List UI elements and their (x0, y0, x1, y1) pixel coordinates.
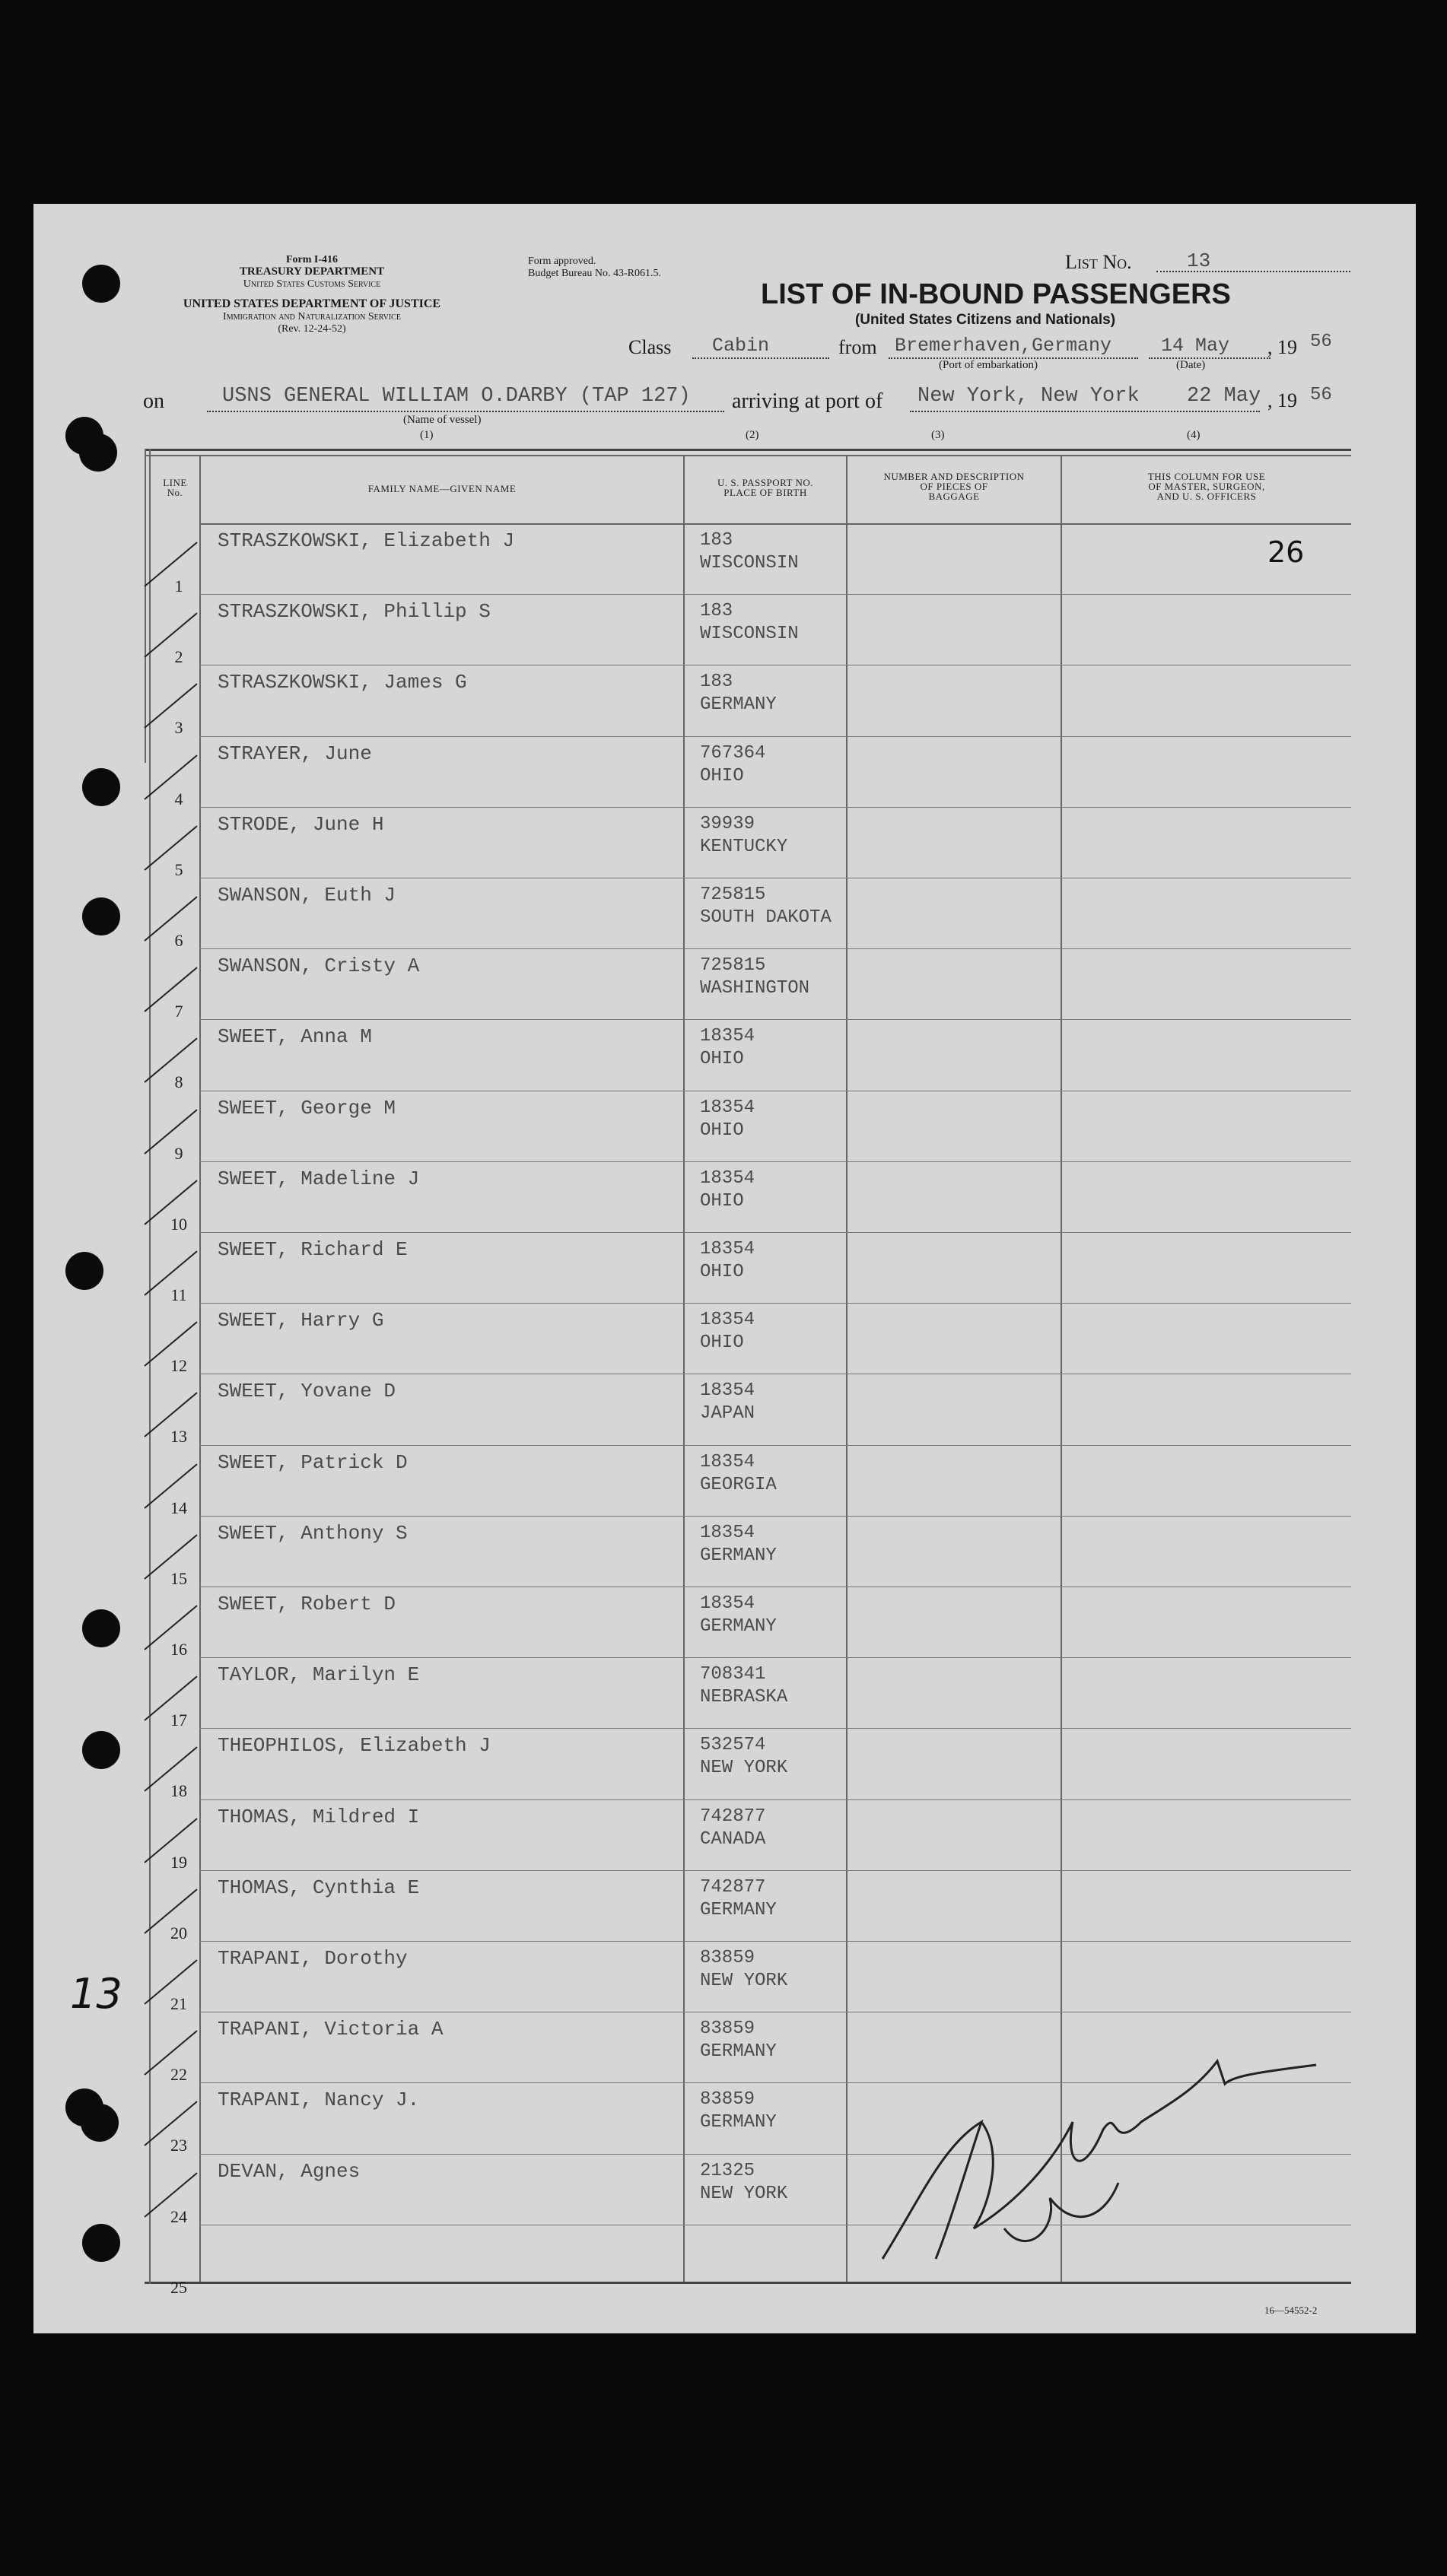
passport-number: 767364 (700, 742, 766, 764)
punch-hole (82, 897, 120, 935)
from-label: from (838, 336, 877, 358)
form-approved: Form approved. (528, 256, 596, 267)
line-number: 11 (170, 1285, 187, 1304)
list-no-label: List No. (1065, 251, 1132, 273)
agency-ins: Immigration and Naturalization Service (223, 311, 401, 322)
header-officers: THIS COLUMN FOR USE OF MASTER, SURGEON, AND U. S. OFFICERS (1147, 471, 1266, 502)
place-of-birth: NEW YORK (700, 2183, 788, 2204)
passenger-name: TRAPANI, Nancy J. (218, 2088, 420, 2112)
page-title: LIST OF IN-BOUND PASSENGERS (761, 278, 1231, 310)
punch-hole (82, 1609, 120, 1647)
form-print-code: 16—54552-2 (1264, 2304, 1318, 2316)
place-of-birth: WISCONSIN (700, 624, 799, 645)
passport-number: 532574 (700, 1735, 766, 1756)
passenger-name: SWEET, Harry G (218, 1309, 384, 1332)
column-number-1: (1) (420, 429, 434, 441)
passport-number: 18354 (700, 1451, 755, 1472)
line-number: 20 (170, 1923, 187, 1942)
passenger-name: THEOPHILOS, Elizabeth J (218, 1734, 491, 1758)
passport-number: 83859 (700, 1948, 755, 1968)
punch-hole (79, 434, 117, 472)
passport-number: 18354 (700, 1239, 755, 1259)
line-number: 3 (174, 718, 183, 738)
line-number: 22 (170, 2065, 187, 2085)
margin-mark: 13 (70, 1970, 122, 2018)
punch-hole (65, 1252, 103, 1290)
row-divider (199, 736, 1351, 737)
line-number: 18 (170, 1781, 187, 1801)
officer-count: 26 (1267, 535, 1305, 569)
header-line-no: LINE No. (163, 477, 187, 498)
arriving-label: arriving at port of (732, 389, 883, 413)
punch-hole (81, 2104, 119, 2142)
place-of-birth: GERMANY (700, 2041, 777, 2063)
row-divider (199, 1870, 1351, 1871)
punch-hole (82, 265, 120, 303)
passenger-name: SWEET, Robert D (218, 1593, 396, 1615)
place-of-birth: OHIO (700, 1120, 744, 1141)
passenger-name: STRAYER, June (218, 742, 372, 765)
passport-number: 725815 (700, 885, 766, 905)
passenger-name: SWEET, George M (218, 1096, 396, 1120)
passenger-name: SWANSON, Cristy A (218, 954, 420, 978)
vessel-name: USNS GENERAL WILLIAM O.DARBY (TAP 127) (222, 385, 691, 408)
line-number: 16 (170, 1640, 187, 1659)
place-of-birth: WISCONSIN (700, 553, 799, 573)
place-of-birth: GERMANY (700, 2112, 777, 2133)
departure-date: 14 May (1161, 335, 1230, 357)
port-embarkation-label: (Port of embarkation) (939, 359, 1038, 371)
line-number: 1 (174, 577, 183, 596)
row-divider (199, 948, 1351, 949)
line-number: 25 (170, 2277, 187, 2297)
row-divider (199, 594, 1351, 595)
passport-number: 183 (700, 672, 733, 693)
passport-number: 83859 (700, 2089, 755, 2111)
passenger-name: THOMAS, Cynthia E (218, 1876, 420, 1899)
passport-number: 18354 (700, 1593, 755, 1614)
passport-number: 183 (700, 530, 733, 551)
row-divider (199, 1232, 1351, 1233)
row-divider (199, 1303, 1351, 1304)
passport-number: 39939 (700, 813, 755, 834)
passport-number: 83859 (700, 2019, 755, 2040)
line-number: 15 (170, 1568, 187, 1588)
line-number: 17 (170, 1710, 187, 1730)
passenger-name: STRASZKOWSKI, Elizabeth J (218, 529, 515, 552)
place-of-birth: WASHINGTON (700, 978, 810, 999)
page-subtitle: (United States Citizens and Nationals) (854, 312, 1116, 328)
inspector-signature (875, 2031, 1331, 2282)
row-divider (199, 1941, 1351, 1942)
row-divider (199, 1161, 1351, 1162)
line-number: 4 (174, 789, 183, 808)
line-number: 21 (170, 1994, 187, 2013)
list-no-value: 13 (1187, 249, 1211, 272)
line-number: 6 (174, 931, 183, 950)
place-of-birth: OHIO (700, 1049, 744, 1070)
passenger-name: SWEET, Yovane D (218, 1380, 396, 1403)
form-revision: (Rev. 12-24-52) (278, 323, 346, 335)
passenger-name: SWEET, Madeline J (218, 1167, 420, 1190)
passenger-name: SWANSON, Euth J (218, 884, 396, 907)
passenger-name: TRAPANI, Dorothy (218, 1947, 408, 1970)
row-divider (199, 1728, 1351, 1729)
place-of-birth: NEW YORK (700, 1758, 788, 1779)
agency-customs: United States Customs Service (243, 278, 381, 290)
header-family-name: FAMILY NAME—GIVEN NAME (367, 483, 517, 494)
passenger-name: SWEET, Richard E (218, 1238, 408, 1261)
budget-bureau-no: Budget Bureau No. 43-R061.5. (528, 268, 661, 279)
place-of-birth: SOUTH DAKOTA (700, 907, 832, 928)
row-divider (199, 1445, 1351, 1446)
header-baggage: NUMBER AND DESCRIPTION OF PIECES OF BAGGAGE (883, 471, 1025, 502)
row-divider (199, 1019, 1351, 1020)
place-of-birth: NEW YORK (700, 1971, 788, 1991)
class-label: Class (628, 336, 672, 358)
form-number: Form I-416 (285, 254, 339, 265)
place-of-birth: GERMANY (700, 1899, 777, 1920)
passport-number: 18354 (700, 1026, 755, 1047)
place-of-birth: OHIO (700, 1190, 744, 1212)
line-number: 8 (174, 1072, 183, 1092)
header-passport: U. S. PASSPORT NO. PLACE OF BIRTH (717, 477, 813, 498)
punch-hole (82, 2224, 120, 2262)
passport-number: 21325 (700, 2160, 755, 2181)
passenger-name: STRODE, June H (218, 812, 384, 836)
punch-hole (82, 768, 120, 806)
passport-number: 742877 (700, 1876, 766, 1898)
place-of-birth: GERMANY (700, 1616, 777, 1637)
passport-number: 742877 (700, 1806, 766, 1827)
line-number: 24 (170, 2206, 187, 2226)
passport-number: 708341 (700, 1664, 766, 1685)
place-of-birth: KENTUCKY (700, 836, 788, 857)
agency-treasury: TREASURY DEPARTMENT (239, 265, 385, 278)
line-number: 14 (170, 1498, 187, 1517)
place-of-birth: GERMANY (700, 1545, 777, 1566)
line-number: 5 (174, 859, 183, 879)
line-number: 13 (170, 1427, 187, 1447)
row-divider (199, 807, 1351, 808)
place-of-birth: JAPAN (700, 1403, 755, 1425)
place-of-birth: NEBRASKA (700, 1687, 788, 1708)
arrival-year: 56 (1310, 385, 1332, 405)
line-number: 12 (170, 1356, 187, 1376)
line-number: 10 (170, 1214, 187, 1234)
place-of-birth: OHIO (700, 1262, 744, 1282)
passport-number: 725815 (700, 955, 766, 977)
year-prefix-arrival: , 19 (1267, 389, 1297, 411)
passenger-name: SWEET, Anna M (218, 1025, 372, 1049)
place-of-birth: GEORGIA (700, 1474, 777, 1495)
passport-number: 18354 (700, 1380, 755, 1402)
from-value: Bremerhaven,Germany (895, 335, 1112, 357)
passenger-name: DEVAN, Agnes (218, 2159, 361, 2183)
passport-number: 18354 (700, 1522, 755, 1543)
place-of-birth: OHIO (700, 765, 744, 786)
year-prefix: , 19 (1267, 336, 1297, 358)
line-number: 2 (174, 647, 183, 667)
place-of-birth: OHIO (700, 1332, 744, 1354)
passport-number: 18354 (700, 1167, 755, 1189)
arrival-date: 22 May (1187, 385, 1261, 408)
place-of-birth: GERMANY (700, 694, 777, 716)
passenger-name: SWEET, Patrick D (218, 1450, 408, 1474)
row-divider (199, 1799, 1351, 1800)
on-label: on (143, 389, 164, 413)
column-number-3: (3) (931, 429, 945, 441)
passport-number: 18354 (700, 1310, 755, 1331)
punch-hole (82, 1731, 120, 1769)
departure-year: 56 (1310, 332, 1332, 352)
passport-number: 183 (700, 601, 733, 622)
row-divider (199, 1657, 1351, 1658)
arrival-port: New York, New York (917, 385, 1140, 408)
place-of-birth: CANADA (700, 1828, 766, 1850)
line-number: 7 (174, 1002, 183, 1021)
passenger-name: THOMAS, Mildred I (218, 1805, 420, 1828)
agency-justice: UNITED STATES DEPARTMENT OF JUSTICE (183, 297, 441, 310)
line-number: 23 (170, 2136, 187, 2155)
passenger-name: TAYLOR, Marilyn E (218, 1663, 420, 1687)
vessel-name-label: (Name of vessel) (403, 414, 482, 426)
date-label: (Date) (1176, 359, 1206, 371)
passenger-name: TRAPANI, Victoria A (218, 2018, 444, 2041)
passenger-name: STRASZKOWSKI, James G (218, 671, 467, 694)
class-value: Cabin (712, 335, 770, 357)
row-divider (199, 1516, 1351, 1517)
column-number-2: (2) (746, 429, 759, 441)
passenger-name: STRASZKOWSKI, Phillip S (218, 600, 491, 624)
passenger-name: SWEET, Anthony S (218, 1521, 408, 1545)
column-number-4: (4) (1187, 429, 1201, 441)
passport-number: 18354 (700, 1097, 755, 1118)
line-number: 9 (174, 1143, 183, 1163)
line-number: 19 (170, 1852, 187, 1872)
